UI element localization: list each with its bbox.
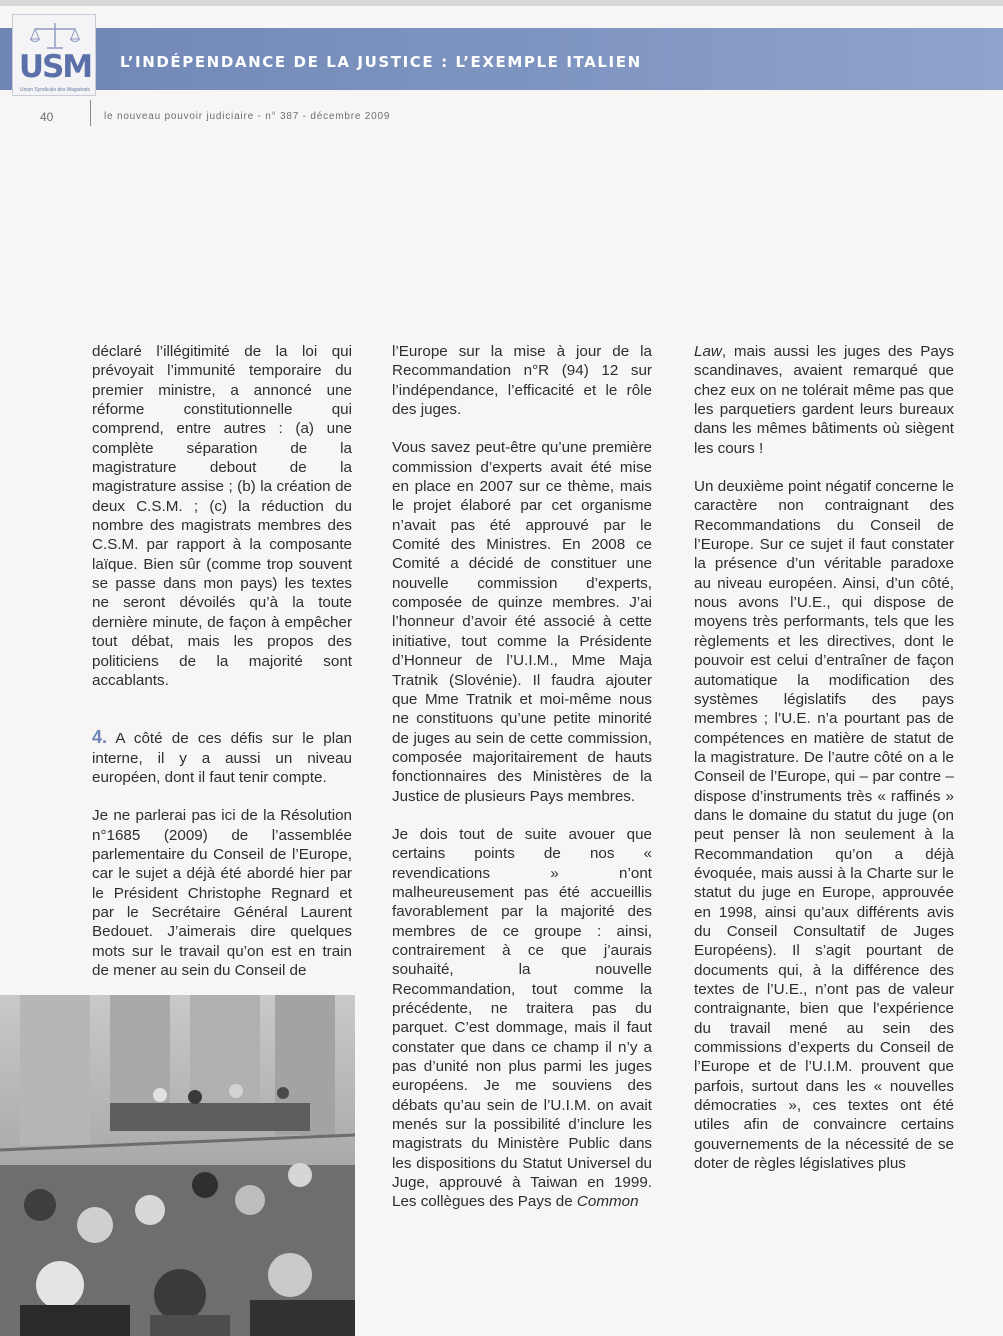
italic-term: Law [694, 343, 722, 360]
header-divider [90, 100, 91, 126]
section-title: L’INDÉPENDANCE DE LA JUSTICE : L’EXEMPLE ITALIEN [120, 53, 642, 71]
conference-photo [0, 995, 355, 1336]
paragraph: Un deuxième point négatif concerne le caractère non contraignant des Recommandations du Conseil de l’Europe. Sur ce sujet il faut constater la présence d’un véritable paradoxe au niveau européen. Ainsi, d’un côté, nous avons l’U.E., qui dispose de moyens très performants, tels que les règlements et les directives, dont le pouvoir est celui d’entraîner de façon automatique la modification des systèmes législatifs des pays membres ; l’U.E. n’a pourtant pas de compétences en matière de statut de la magistrature. De l’autre côté on a le Conseil de l’Europe, qui – par contre – dispose d’instruments très « raffinés » dans le domaine du statut du juge (on peut penser là non seulement à la Recommandation qu’on a déjà évoquée, mais aussi à la Charte sur le statut du juge en Europe, approuvée en 1998, ainsi qu’aux différents avis du Conseil Consultatif de Juges Européens). Il s’agit pourtant de documents qui, à la différence des textes de l’U.E., n’ont pas de valeur contraignante, bien que l’expérience du travail mené au sein des commissions d’experts du Conseil de l’Europe et de l’U.I.M. prouvent que parfois, surtout dans les « nouvelles démocraties », ces textes ont été utiles afin de convaincre certains gouvernements de la nécessité de se doter de règles législatives plus [694, 478, 954, 1173]
paragraph [92, 728, 352, 787]
paragraph: Je ne parlerai pas ici de la Résolution n°1685 (2009) de l’assemblée parlementaire du Conseil de l’Europe, car le sujet a déjà été abordé hier par le Président Christophe Regnard et par le Secrétaire Général Laurent Bedouet. J’aimerais dire quelques mots sur le travail qu’on est en train de mener au sein du Conseil de [92, 807, 352, 979]
paragraph-text: , mais aussi les juges des Pays scandinaves, avaient remarqué que chez eux on ne tolérait même pas que les parquetiers gardent leurs bureaux dans les mêmes bâtiments où siègent les cours ! [694, 343, 954, 457]
top-rule [0, 0, 1003, 6]
paragraph [694, 342, 954, 458]
paragraph: Vous savez peut-être qu’une première commission d’experts avait été mise en place en 2007 sur ce thème, mais le projet élaboré par cet organisme n’avait pas été approuvé par le Comité des Ministres. En 2008 ce Comité a décidé de constituer une nouvelle commission d’experts, composée de quinze membres. J’ai l’honneur d’avoir été associé à cette initiative, tout comme la Présidente d’Honneur de l’U.I.M., Mme Maja Tratnik (Slovénie). Il faudra ajouter que Mme Tratnik et moi-même nous ne constituons qu’une petite minorité de juges au sein de cette commission, composée majoritairement de hauts fonctionnaires des Ministères de la Justice de plusieurs Pays membres. [392, 439, 652, 805]
section-number: 4. [92, 727, 108, 748]
page-number: 40 [40, 110, 54, 124]
logo-text: USM [18, 49, 92, 85]
paragraph-text: A côté de ces défis sur le plan interne, il y a aussi un niveau européen, dont il faut tenir compte. [92, 730, 352, 786]
paragraph [392, 825, 652, 1212]
text-column-2 [392, 342, 652, 1212]
logo-subtitle: Union Syndicale des Magistrats [19, 87, 91, 93]
italic-term: Common [576, 1193, 639, 1211]
text-column-3 [694, 342, 954, 1173]
scales-of-justice-icon [29, 21, 81, 51]
usm-logo [12, 14, 96, 96]
paragraph: déclaré l’illégitimité de la loi qui prévoyait l’immunité temporaire du premier ministre, a annoncé une réforme constitutionnelle qui comprend, entre autres : (a) une complète séparation de la magistrature debout de la magistrature assise ; (b) la création de deux C.S.M. ; (c) la réduction du nombre des magistrats membres des C.S.M. par rapport à la composante laïque. Bien sûr (comme trop souvent se passe dans mon pays) les textes ne seront dévoilés qu’à la toute dernière minute, de façon à empêcher tout débat, mais les propos des politiciens de la majorité sont accablants. [92, 343, 352, 689]
paragraph-text: Je dois tout de suite avouer que certains points de nos « revendications » n’ont malheureusement pas été accueillis favorablement par la majorité des membres de ce groupe : ainsi, contrairement à ce que j’aurais souhaité, la nouvelle Recommandation, tout comme la précédente, ne traitera pas du parquet. C’est dommage, mais il faut constater que dans ce champ il n’y a pas d’unité non plus parmi les juges européens. Je me souviens des débats qu’au sein de l’U.I.M. on avait menés sur la possibilité d’inclure les magistrats du Ministère Public dans les dispositions du Statut Universel du Juge, approuvé à Taiwan en 1999. Les collègues des Pays de [392, 825, 652, 1211]
paragraph: l’Europe sur la mise à jour de la Recommandation n°R (94) 12 sur l’indépendance, l’efficacité et le rôle des juges. [392, 343, 652, 419]
conference-photo-illustration [0, 995, 355, 1336]
issue-line: le nouveau pouvoir judiciaire - n° 387 - décembre 2009 [104, 111, 391, 122]
text-column-1 [92, 342, 352, 980]
